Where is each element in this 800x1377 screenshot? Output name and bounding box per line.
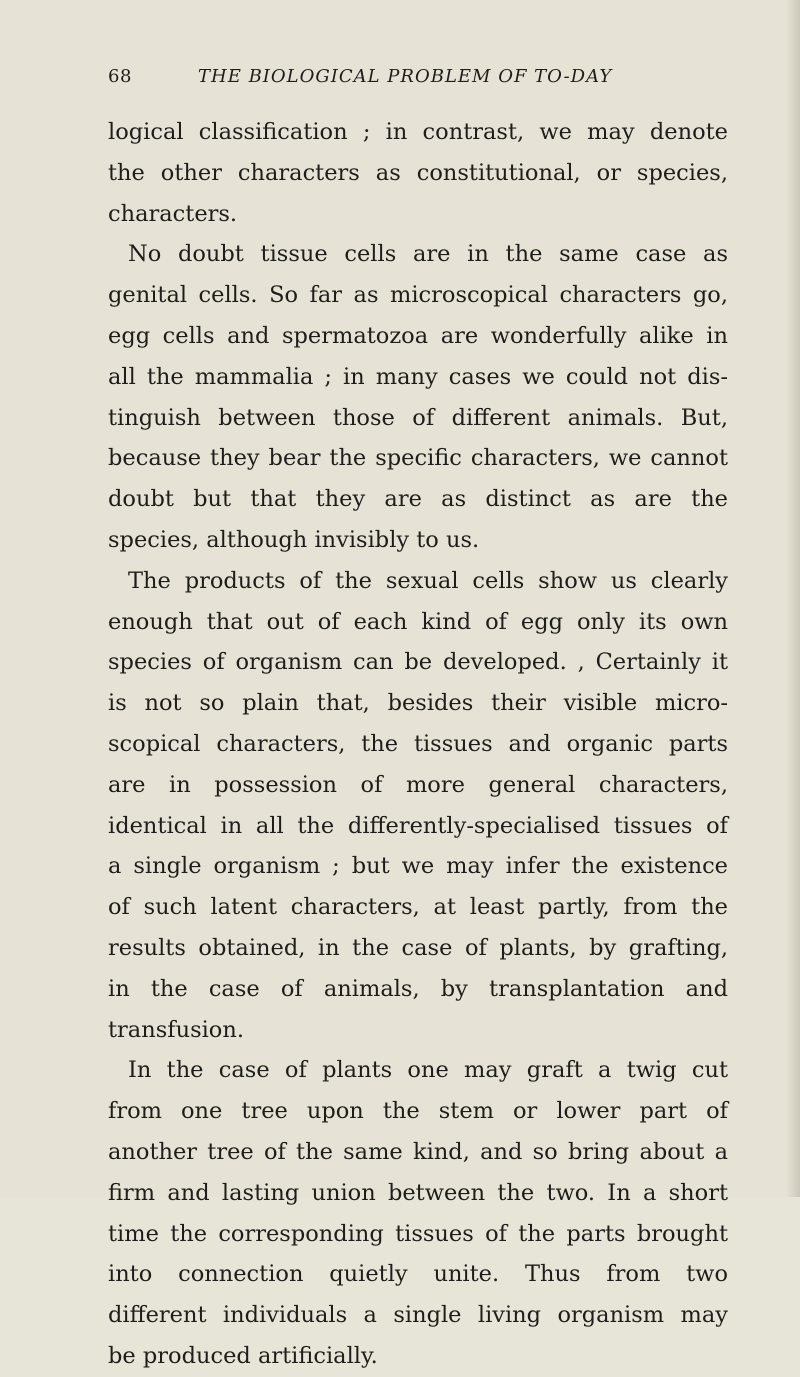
text-line: egg cells and spermatozoa are wonderfully alike in <box>108 322 728 349</box>
text-line: enough that out of each kind of egg only its own <box>108 608 728 635</box>
page-header <box>108 66 728 90</box>
text-line: In the case of plants one may graft a twig cut <box>128 1057 728 1084</box>
text-line: time the corresponding tissues of the parts brought <box>108 1220 728 1247</box>
text-line: tinguish between those of different animals. But, <box>108 404 728 431</box>
text-line: The products of the sexual cells show us clearly <box>128 567 728 594</box>
text-line: another tree of the same kind, and so bring about a <box>108 1138 728 1165</box>
text-line: because they bear the specific characters, we cannot <box>108 445 728 472</box>
text-line: genital cells. So far as microscopical characters go, <box>108 282 728 309</box>
text-line: identical in all the differently-specialised tissues of <box>108 812 728 839</box>
text-line: results obtained, in the case of plants, by grafting, <box>108 934 728 961</box>
running-title: THE BIOLOGICAL PROBLEM OF TO-DAY <box>198 66 613 87</box>
text-line: into connection quietly unite. Thus from two <box>108 1261 728 1288</box>
text-line: of such latent characters, at least partly, from the <box>108 894 728 921</box>
text-line: doubt but that they are as distinct as are the <box>108 486 728 513</box>
text-line: from one tree upon the stem or lower part of <box>108 1098 728 1125</box>
text-line: species of organism can be developed. , Certainly it <box>108 649 728 676</box>
text-line: the other characters as constitutional, or species, <box>108 159 728 186</box>
text-line: No doubt tissue cells are in the same case as <box>128 241 728 268</box>
text-line: be produced artificially. <box>108 1342 378 1369</box>
text-line: in the case of animals, by transplantation and <box>108 975 728 1002</box>
text-line: are in possession of more general characters, <box>108 771 728 798</box>
page-number: 68 <box>108 66 132 87</box>
text-line: logical classification ; in contrast, we may denote <box>108 119 728 145</box>
text-line: species, although invisibly to us. <box>108 526 480 553</box>
text-line: firm and lasting union between the two. In a short <box>108 1179 728 1206</box>
body-text <box>108 112 728 1377</box>
page-edge-shadow <box>786 0 800 1197</box>
text-line: all the mammalia ; in many cases we could not dis- <box>108 363 728 390</box>
text-line: a single organism ; but we may infer the existence <box>108 853 728 880</box>
text-line: is not so plain that, besides their visible micro- <box>108 690 728 717</box>
text-line: scopical characters, the tissues and organic parts <box>108 730 728 757</box>
text-line: different individuals a single living organism may <box>108 1302 728 1329</box>
text-line: transfusion. <box>108 1016 244 1043</box>
text-line: characters. <box>108 200 238 227</box>
